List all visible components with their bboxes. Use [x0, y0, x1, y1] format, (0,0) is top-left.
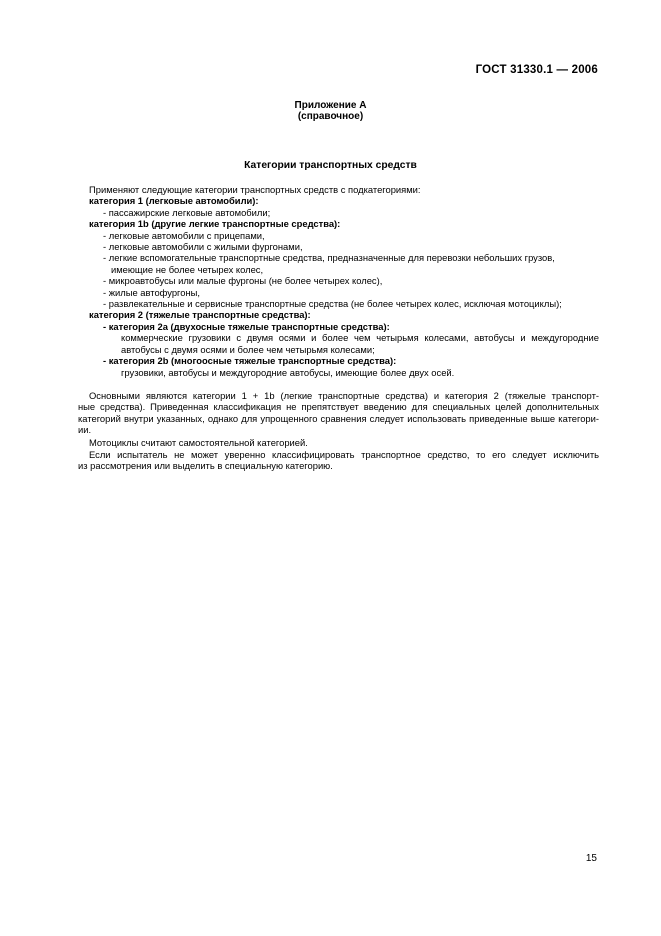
category-2a-text: коммерческие грузовики с двумя осями и более чем четырьмя колесами, автобусы и междугородние	[121, 332, 599, 344]
paragraph-line: Мотоциклы считают самостоятельной категорией.	[89, 437, 308, 448]
paragraph-line: ии.	[78, 424, 92, 436]
category-2b-text: грузовики, автобусы и междугородние автобусы, имеющие более двух осей.	[121, 366, 455, 378]
paragraph-line: из рассмотрения или выделить в специальную категорию.	[78, 460, 333, 472]
list-item: - легковые автомобили с прицепами,	[103, 229, 265, 241]
list-item: - жилые автофургоны,	[103, 286, 201, 298]
paragraph-main	[78, 390, 599, 436]
category-2a-text-cont: автобусы с двумя осями и более чем четырьмя колесами;	[121, 343, 375, 355]
category-1b-heading: категория 1b (другие легкие транспортные средства):	[89, 218, 341, 230]
list-item: - развлекательные и сервисные транспортные средства (не более четырех колес, исключая мотоциклы);	[103, 298, 562, 310]
list-item: - легкие вспомогательные транспортные средства, предназначенные для перевозки небольших грузов,	[103, 252, 555, 264]
section-title: Категории транспортных средств	[244, 160, 417, 171]
appendix-title: Приложение А	[294, 100, 367, 111]
page-number: 15	[585, 853, 597, 864]
list-item: - легковые автомобили с жилыми фургонами,	[103, 241, 303, 253]
category-2-heading: категория 2 (тяжелые транспортные средства):	[89, 309, 311, 321]
intro-text: Применяют следующие категории транспортных средств с подкатегориями:	[89, 184, 421, 195]
list-item-continuation: имеющие не более четырех колес,	[111, 263, 264, 275]
category-2a-heading: - категория 2а (двухосные тяжелые транспортные средства):	[103, 320, 390, 332]
list-item: - пассажирские легковые автомобили;	[103, 206, 271, 218]
document-body	[89, 184, 599, 378]
list-item: - микроавтобусы или малые фургоны (не более четырех колес),	[103, 275, 383, 287]
paragraph-line: категорий внутри указанных, однако для упрощенного сравнения следует использовать приведенные выше категори-	[78, 412, 599, 424]
category-2b-heading: - категория 2b (многоосные тяжелые транспортные средства):	[103, 355, 397, 367]
appendix-subtitle: (справочное)	[297, 111, 364, 122]
paragraph-line: Если испытатель не может уверенно классифицировать транспортное средство, то его следует исключить	[89, 449, 599, 460]
paragraph-line: ные средства). Приведенная классификация не препятствует введению для специальных целей дополнительных	[78, 401, 599, 413]
paragraph-motorcycles	[78, 437, 599, 448]
paragraph-exclude	[78, 449, 599, 472]
paragraph-line: Основными являются категории 1 + 1b (легкие транспортные средства) и категория 2 (тяжелые транспорт-	[89, 390, 599, 401]
category-1-heading: категория 1 (легковые автомобили):	[89, 195, 259, 207]
document-code: ГОСТ 31330.1 — 2006	[475, 64, 598, 76]
